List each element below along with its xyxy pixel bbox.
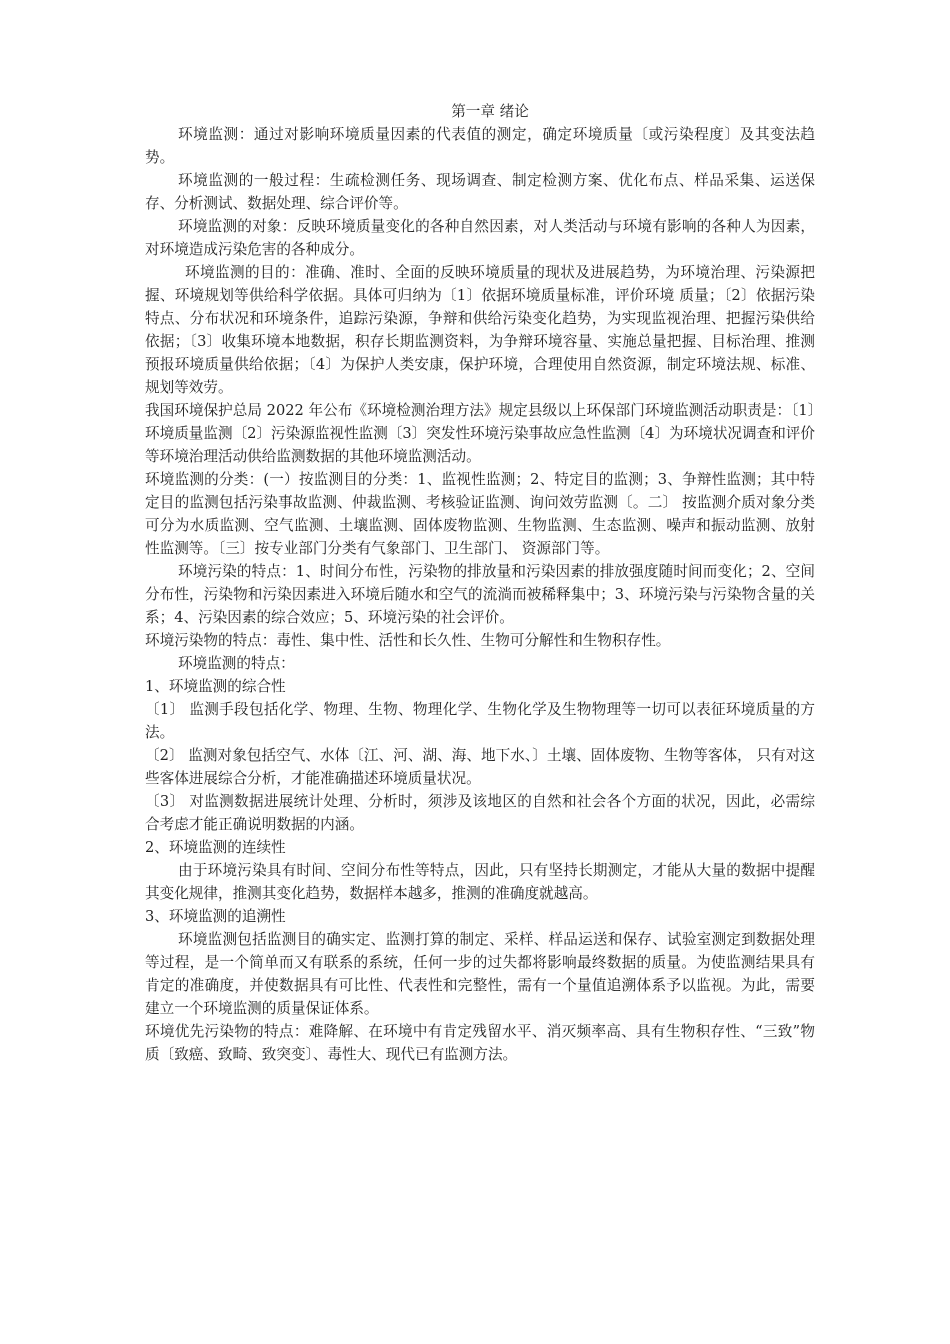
paragraph-duties: 我国环境保护总局 2022 年公布《环境检测治理方法》规定县级以上环保部门环境监测活动职责是：〔1〕环境质量监测〔2〕污染源监视性监测〔3〕突发性环境污染事故应急性监测〔4〕为环境状况调查和评价等环境治理活动供给监测数据的其他环境监测活动。 [145, 402, 815, 465]
paragraph-definition: 环境监测：通过对影响环境质量因素的代表值的测定，确定环境质量〔或污染程度〕及其变法趋势。 [145, 126, 815, 166]
chapter-title: 第一章 绪论 [451, 103, 529, 120]
paragraph-process: 环境监测的一般过程：生疏检测任务、现场调查、制定检测方案、优化布点、样品采集、运送保存、分析测试、数据处理、综合评价等。 [145, 172, 815, 212]
paragraph-pollutant-features: 环境污染物的特点：毒性、集中性、活性和长久性、生物可分解性和生物积存性。 [145, 632, 671, 649]
list-item-1: 〔1〕 监测手段包括化学、物理、生物、物理化学、生物化学及生物物理等一切可以表征环境质量的方法。 [145, 701, 815, 741]
list-item-2: 〔2〕 监测对象包括空气、水体〔江、河、湖、海、地下水、〕土壤、固体废物、生物等客体， 只有对这些客体进展综合分析，才能准确描述环境质量状况。 [145, 747, 815, 787]
list-item-3: 〔3〕 对监测数据进展统计处理、分析时，须涉及该地区的自然和社会各个方面的状况，因此，必需综合考虑才能正确说明数据的内涵。 [145, 793, 815, 833]
paragraph-classification: 环境监测的分类：(一）按监测目的分类：1、监视性监测；2、特定目的监测；3、争辩性监测；其中特定目的监测包括污染事故监测、仲裁监测、考核验证监测、询问效劳监测〔。二〕 按监测介质对象分类可分为水质监测、空气监测、土壤监测、固体废物监测、生物监测、生态监测、噪声和振动监测、放射性监测等。〔三〕按专业部门分类有气象部门、卫生部门、 资源部门等。 [145, 471, 815, 557]
heading-comprehensive: 1、环境监测的综合性 [145, 678, 286, 695]
heading-traceability: 3、环境监测的追溯性 [145, 908, 286, 925]
paragraph-objects: 环境监测的对象：反映环境质量变化的各种自然因素，对人类活动与环境有影响的各种人为因素，对环境造成污染危害的各种成分。 [145, 218, 815, 258]
paragraph-traceability: 环境监测包括监测目的确实定、监测打算的制定、采样、样品运送和保存、试验室测定到数据处理等过程，是一个简单而又有联系的系统，任何一步的过失都将影响最终数据的质量。为使监测结果具有肯定的准确度，并使数据具有可比性、代表性和完整性，需有一个量值追溯体系予以监视。为此，需要建立一个环境监测的质量保证体系。 [145, 931, 815, 1017]
heading-continuity: 2、环境监测的连续性 [145, 839, 286, 856]
paragraph-monitoring-features: 环境监测的特点： [178, 655, 295, 672]
document-page [145, 100, 815, 1066]
paragraph-purpose: 环境监测的目的：准确、准时、全面的反映环境质量的现状及进展趋势，为环境治理、污染源把握、环境规划等供给科学依据。具体可归纳为〔1〕依据环境质量标准，评价环境 质量；〔2〕依据污染特点、分布状况和环境条件，追踪污染源，争辩和供给污染变化趋势，为实现监视治理、把握污染供给依据；〔3〕收集环境本地数据，积存长期监测资料，为争辩环境容量、实施总量把握、目标治理、推测预报环境质量供给依据；〔4〕为保护人类安康，保护环境，合理使用自然资源，制定环境法规、标准、规划等效劳。 [145, 264, 815, 396]
paragraph-pollution-features: 环境污染的特点：1、时间分布性，污染物的排放量和污染因素的排放强度随时间而变化；2、空间分布性，污染物和污染因素进入环境后随水和空气的流淌而被稀释集中；3、环境污染与污染物含量的关系；4、污染因素的综合效应；5、环境污染的社会评价。 [145, 563, 815, 626]
paragraph-continuity: 由于环境污染具有时间、空间分布性等特点，因此，只有坚持长期测定，才能从大量的数据中提醒其变化规律，推测其变化趋势，数据样本越多，推测的准确度就越高。 [145, 862, 815, 902]
paragraph-priority-pollutants: 环境优先污染物的特点：难降解、在环境中有肯定残留水平、消灭频率高、具有生物积存性、“三致”物质〔致癌、致畸、致突变〕、毒性大、现代已有监测方法。 [145, 1023, 815, 1063]
